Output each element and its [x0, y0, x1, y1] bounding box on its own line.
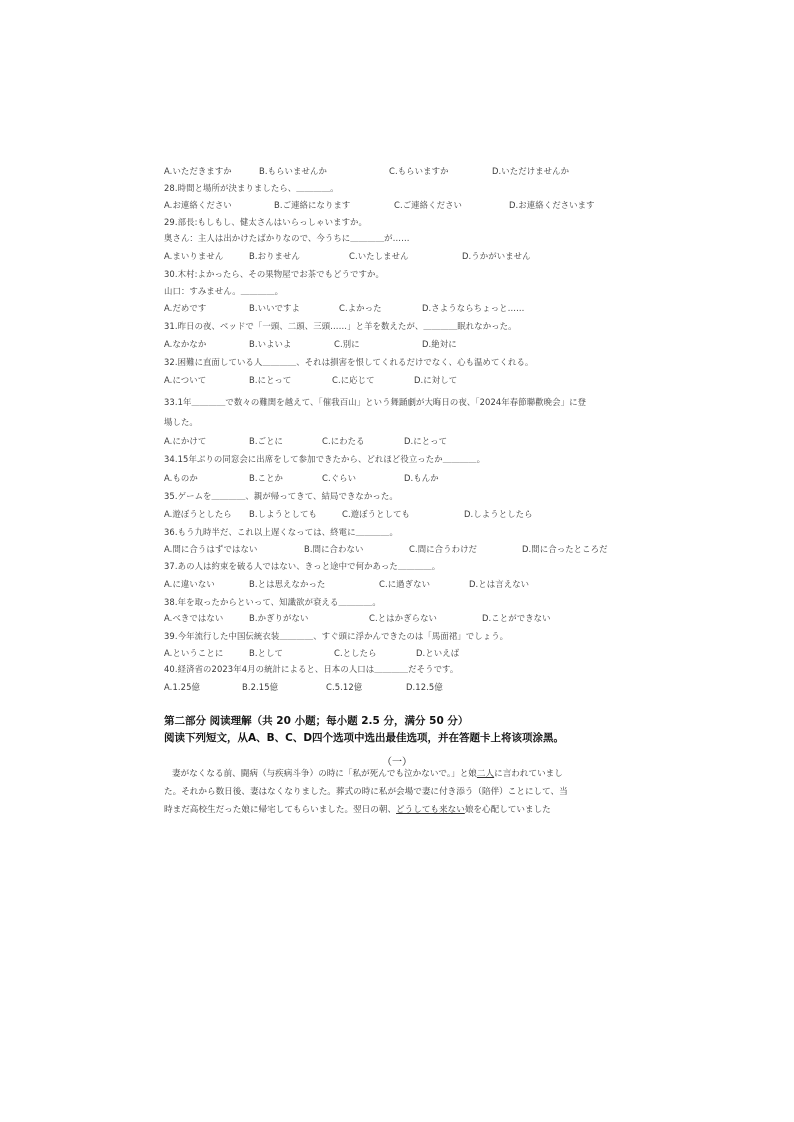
option-d: D.にとって — [404, 436, 448, 446]
option-b: B.おりません — [249, 251, 300, 261]
option-c: C.いたしません — [349, 251, 409, 261]
option-a: A.まいりません — [164, 251, 224, 261]
question-q29b: 奥さん：主人は出かけたばかりなので、今うちに＿＿＿＿が…… — [164, 233, 410, 243]
option-a: A.お連絡ください — [164, 200, 232, 210]
option-d: D.といえば — [416, 648, 460, 658]
option-c: C.間に合うわけだ — [409, 544, 478, 554]
option-c: C.5.12億 — [326, 682, 363, 692]
option-a: A.ということに — [164, 648, 224, 658]
option-b: B.しようとしても — [249, 509, 317, 519]
option-d: D.もんか — [404, 473, 439, 483]
option-d: D.うかがいません — [462, 251, 531, 261]
option-d: D.間に合ったところだ — [522, 544, 608, 554]
option-d: D.いただけませんか — [492, 166, 570, 176]
option-c: C.遊ぼうとしても — [342, 509, 411, 519]
question-q37: 37.あの人は約束を破る人ではない、きっと途中で何かあった＿＿＿＿。 — [164, 561, 441, 571]
section-instruction: 阅读下列短文，从A、B、C、D四个选项中选出最佳选项，并在答题卡上将该项涂黑。 — [164, 732, 565, 744]
question-q40: 40.経済省の2023年4月の統計によると、日本の人口は＿＿＿＿だそうです。 — [164, 664, 459, 674]
option-a: A.について — [164, 375, 207, 385]
option-b: B.として — [249, 648, 284, 658]
question-q34: 34.15年ぶりの同窓会に出席をして参加できたから、どれほど役立ったか＿＿＿＿。 — [164, 454, 486, 464]
passage-number: （一） — [382, 757, 412, 768]
option-c: C.とはかぎらない — [369, 613, 438, 623]
option-a: A.遊ぼうとしたら — [164, 509, 232, 519]
option-c: C.よかった — [339, 303, 382, 313]
option-b: B.いいですよ — [249, 303, 300, 313]
option-a: A.にかけて — [164, 436, 207, 446]
question-q30: 30.木村:よかったら、その果物屋でお茶でもどうですか。 — [164, 269, 384, 279]
option-a: A.ものか — [164, 473, 198, 483]
option-d: D.お連絡くださいます — [509, 200, 595, 210]
question-q29: 29.部長:もしもし、健太さんはいらっしゃいますか。 — [164, 217, 367, 227]
question-q36: 36.もう九時半だ、これ以上遅くなっては、終電に＿＿＿＿。 — [164, 527, 398, 537]
option-d: D.12.5億 — [406, 682, 443, 692]
option-b: B.いよいよ — [249, 339, 292, 349]
question-q32: 32.困難に直面している人＿＿＿＿、それは損害を恨してくれるだけでなく、心も温めてくれる。 — [164, 357, 534, 367]
option-b: B.間に合わない — [304, 544, 364, 554]
option-b: B.もらいませんか — [259, 166, 327, 176]
section-title: 第二部分 阅读理解（共 20 小题；每小题 2.5 分，满分 50 分） — [164, 715, 469, 727]
question-q33: 33.1年＿＿＿＿で数々の難関を越えて、「催我百山」という舞踊劇が大晦日の夜、「2024年春節聯歡晩会」に登 — [164, 397, 587, 407]
option-d: D.とは言えない — [469, 579, 530, 589]
option-a: A.なかなか — [164, 339, 207, 349]
question-q30b: 山口：すみません。＿＿＿＿。 — [164, 286, 284, 296]
option-c: C.ぐらい — [322, 473, 357, 483]
option-d: D.さようならちょっと…… — [422, 303, 525, 313]
passage-line-1: 妻がなくなる前、闘病（与疾病斗争）の時に「私が死んでも泣かないで。」と娘二人に言われていまし — [172, 769, 563, 779]
option-c: C.もらいますか — [389, 166, 449, 176]
question-q31: 31.昨日の夜、ベッドで「一頭、二頭、三頭……」と羊を数えたが、＿＿＿＿眠れなかった。 — [164, 321, 517, 331]
option-c: C.に応じて — [332, 375, 375, 385]
option-c: C.にわたる — [322, 436, 365, 446]
underlined-phrase-1: 二人 — [476, 769, 495, 779]
option-b: B.ことか — [249, 473, 284, 483]
option-a: A.べきではない — [164, 613, 224, 623]
option-a: A.いただきますか — [164, 166, 232, 176]
passage-line-3: 時まだ高校生だった娘に帰宅してもらいました。翌日の朝、どうしても来ない娘を心配していました — [164, 805, 551, 815]
question-q33b: 場した。 — [164, 417, 198, 427]
option-b: B.かぎりがない — [249, 613, 309, 623]
option-d: D.に対して — [414, 375, 458, 385]
option-b: B.2.15億 — [242, 682, 279, 692]
question-q38: 38.年を取ったからといって、知識欲が衰える＿＿＿＿。 — [164, 597, 381, 607]
option-a: A.1.25億 — [164, 682, 200, 692]
option-d: D.ことができない — [482, 613, 551, 623]
option-b: B.とは思えなかった — [249, 579, 326, 589]
underlined-phrase-2: どうしても来ない — [396, 805, 465, 815]
option-d: D.絶対に — [422, 339, 457, 349]
option-c: C.としたら — [334, 648, 377, 658]
option-b: B.ご連絡になります — [274, 200, 351, 210]
option-c: C.ご連絡ください — [394, 200, 463, 210]
option-a: A.間に合うはずではない — [164, 544, 258, 554]
question-q28: 28.時間と場所が決まりましたら、＿＿＿＿。 — [164, 183, 339, 193]
option-c: C.に過ぎない — [379, 579, 431, 589]
question-q39: 39.今年流行した中国伝統衣装＿＿＿＿、すぐ頭に浮かんできたのは「馬面裙」でしょう。 — [164, 631, 509, 641]
option-a: A.だめです — [164, 303, 207, 313]
option-a: A.に違いない — [164, 579, 215, 589]
question-q35: 35.ゲームを＿＿＿＿、親が帰ってきて、結局できなかった。 — [164, 491, 398, 501]
option-b: B.にとって — [249, 375, 292, 385]
passage-line-2: た。それから数日後、妻はなくなりました。葬式の時に私が会場で妻に付き添う（陪伴）ことにして、当 — [164, 787, 568, 797]
option-c: C.別に — [334, 339, 360, 349]
option-b: B.ごとに — [249, 436, 284, 446]
option-d: D.しようとしたら — [464, 509, 533, 519]
